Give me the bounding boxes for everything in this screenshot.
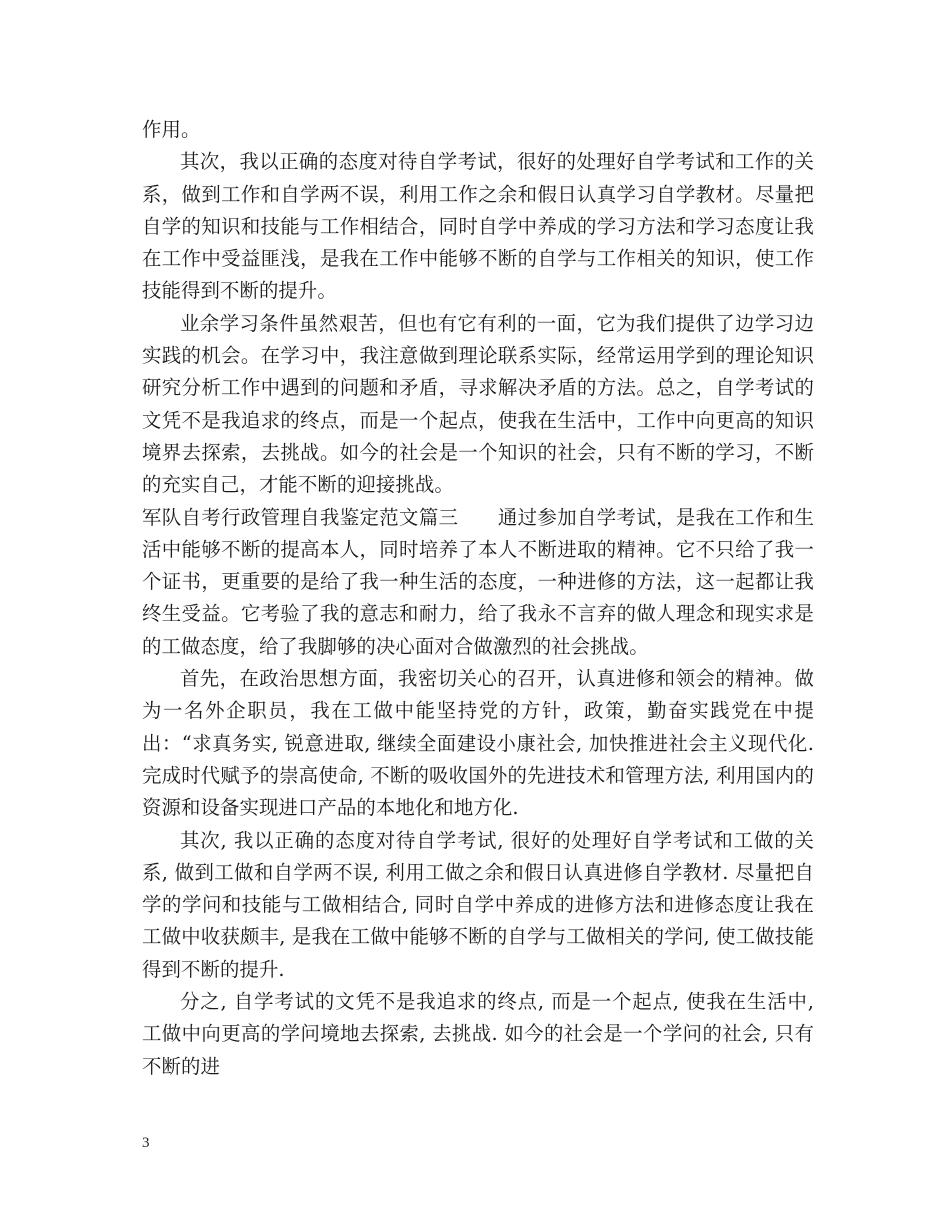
paragraph-3: 业余学习条件虽然艰苦，但也有它有利的一面，它为我们提供了边学习边实践的机会。在学习中，我注意做到理论联系实际，经常运用学到的理论知识研究分析工作中遇到的问题和矛盾，寻求解决矛盾的方法。总之，自学考试的文凭不是我追求的终点，而是一个起点，使我在生活中，工作中向更高的知识境界去探索，去挑战。如今的社会是一个知识的社会，只有不断的学习，不断的充实自己，才能不断的迎接挑战。	[142, 311, 814, 497]
paragraph-1: 作用。	[142, 118, 201, 141]
paragraph-7: 分之, 自学考试的文凭不是我追求的终点, 而是一个起点, 使我在生活中, 工做中向更高的学问境地去探索, 去挑战. 如今的社会是一个学问的社会, 只有不断的进	[142, 990, 814, 1078]
paragraph-6: 其次, 我以正确的态度对待自学考试, 很好的处理好自学考试和工做的关系, 做到工做和自学两不误, 利用工做之余和假日认真进修自学教材. 尽量把自学的学问和技能与工做相结合, 同时自学中养成的进修方法和进修态度让我在工做中收获颇丰, 是我在工做中能够不断的自学与工做相关的学问, 使工做技能得到不断的提升.	[142, 828, 814, 981]
paragraph-5: 首先，在政治思想方面，我密切关心的召开，认真进修和领会的精神。做为一名外企职员，我在工做中能坚持党的方针，政策，勤奋实践党在中提出：“求真务实, 锐意进取, 继续全面建设小康社会, 加快推进社会主义现代化. 完成时代赋予的崇高使命, 不断的吸收国外的先进技术和管理方法, 利用国内的资源和设备实现进口产品的本地化和地方化.	[142, 667, 814, 820]
page-number: 3	[142, 1135, 150, 1151]
body-text	[142, 114, 814, 1083]
paragraph-2: 其次，我以正确的态度对待自学考试，很好的处理好自学考试和工作的关系，做到工作和自学两不误，利用工作之余和假日认真学习自学教材。尽量把自学的知识和技能与工作相结合，同时自学中养成的学习方法和学习态度让我在工作中受益匪浅，是我在工作中能够不断的自学与工作相关的知识，使工作技能得到不断的提升。	[142, 150, 814, 303]
paragraph-4-section-heading: 军队自考行政管理自我鉴定范文篇三 通过参加自学考试，是我在工作和生活中能够不断的提高本人，同时培养了本人不断进取的精神。它不只给了我一个证书，更重要的是给了我一种生活的态度，一种进修的方法，这一起都让我终生受益。它考验了我的意志和耐力，给了我永不言弃的做人理念和现实求是的工做态度，给了我脚够的决心面对合做激烈的社会挑战。	[142, 505, 814, 658]
